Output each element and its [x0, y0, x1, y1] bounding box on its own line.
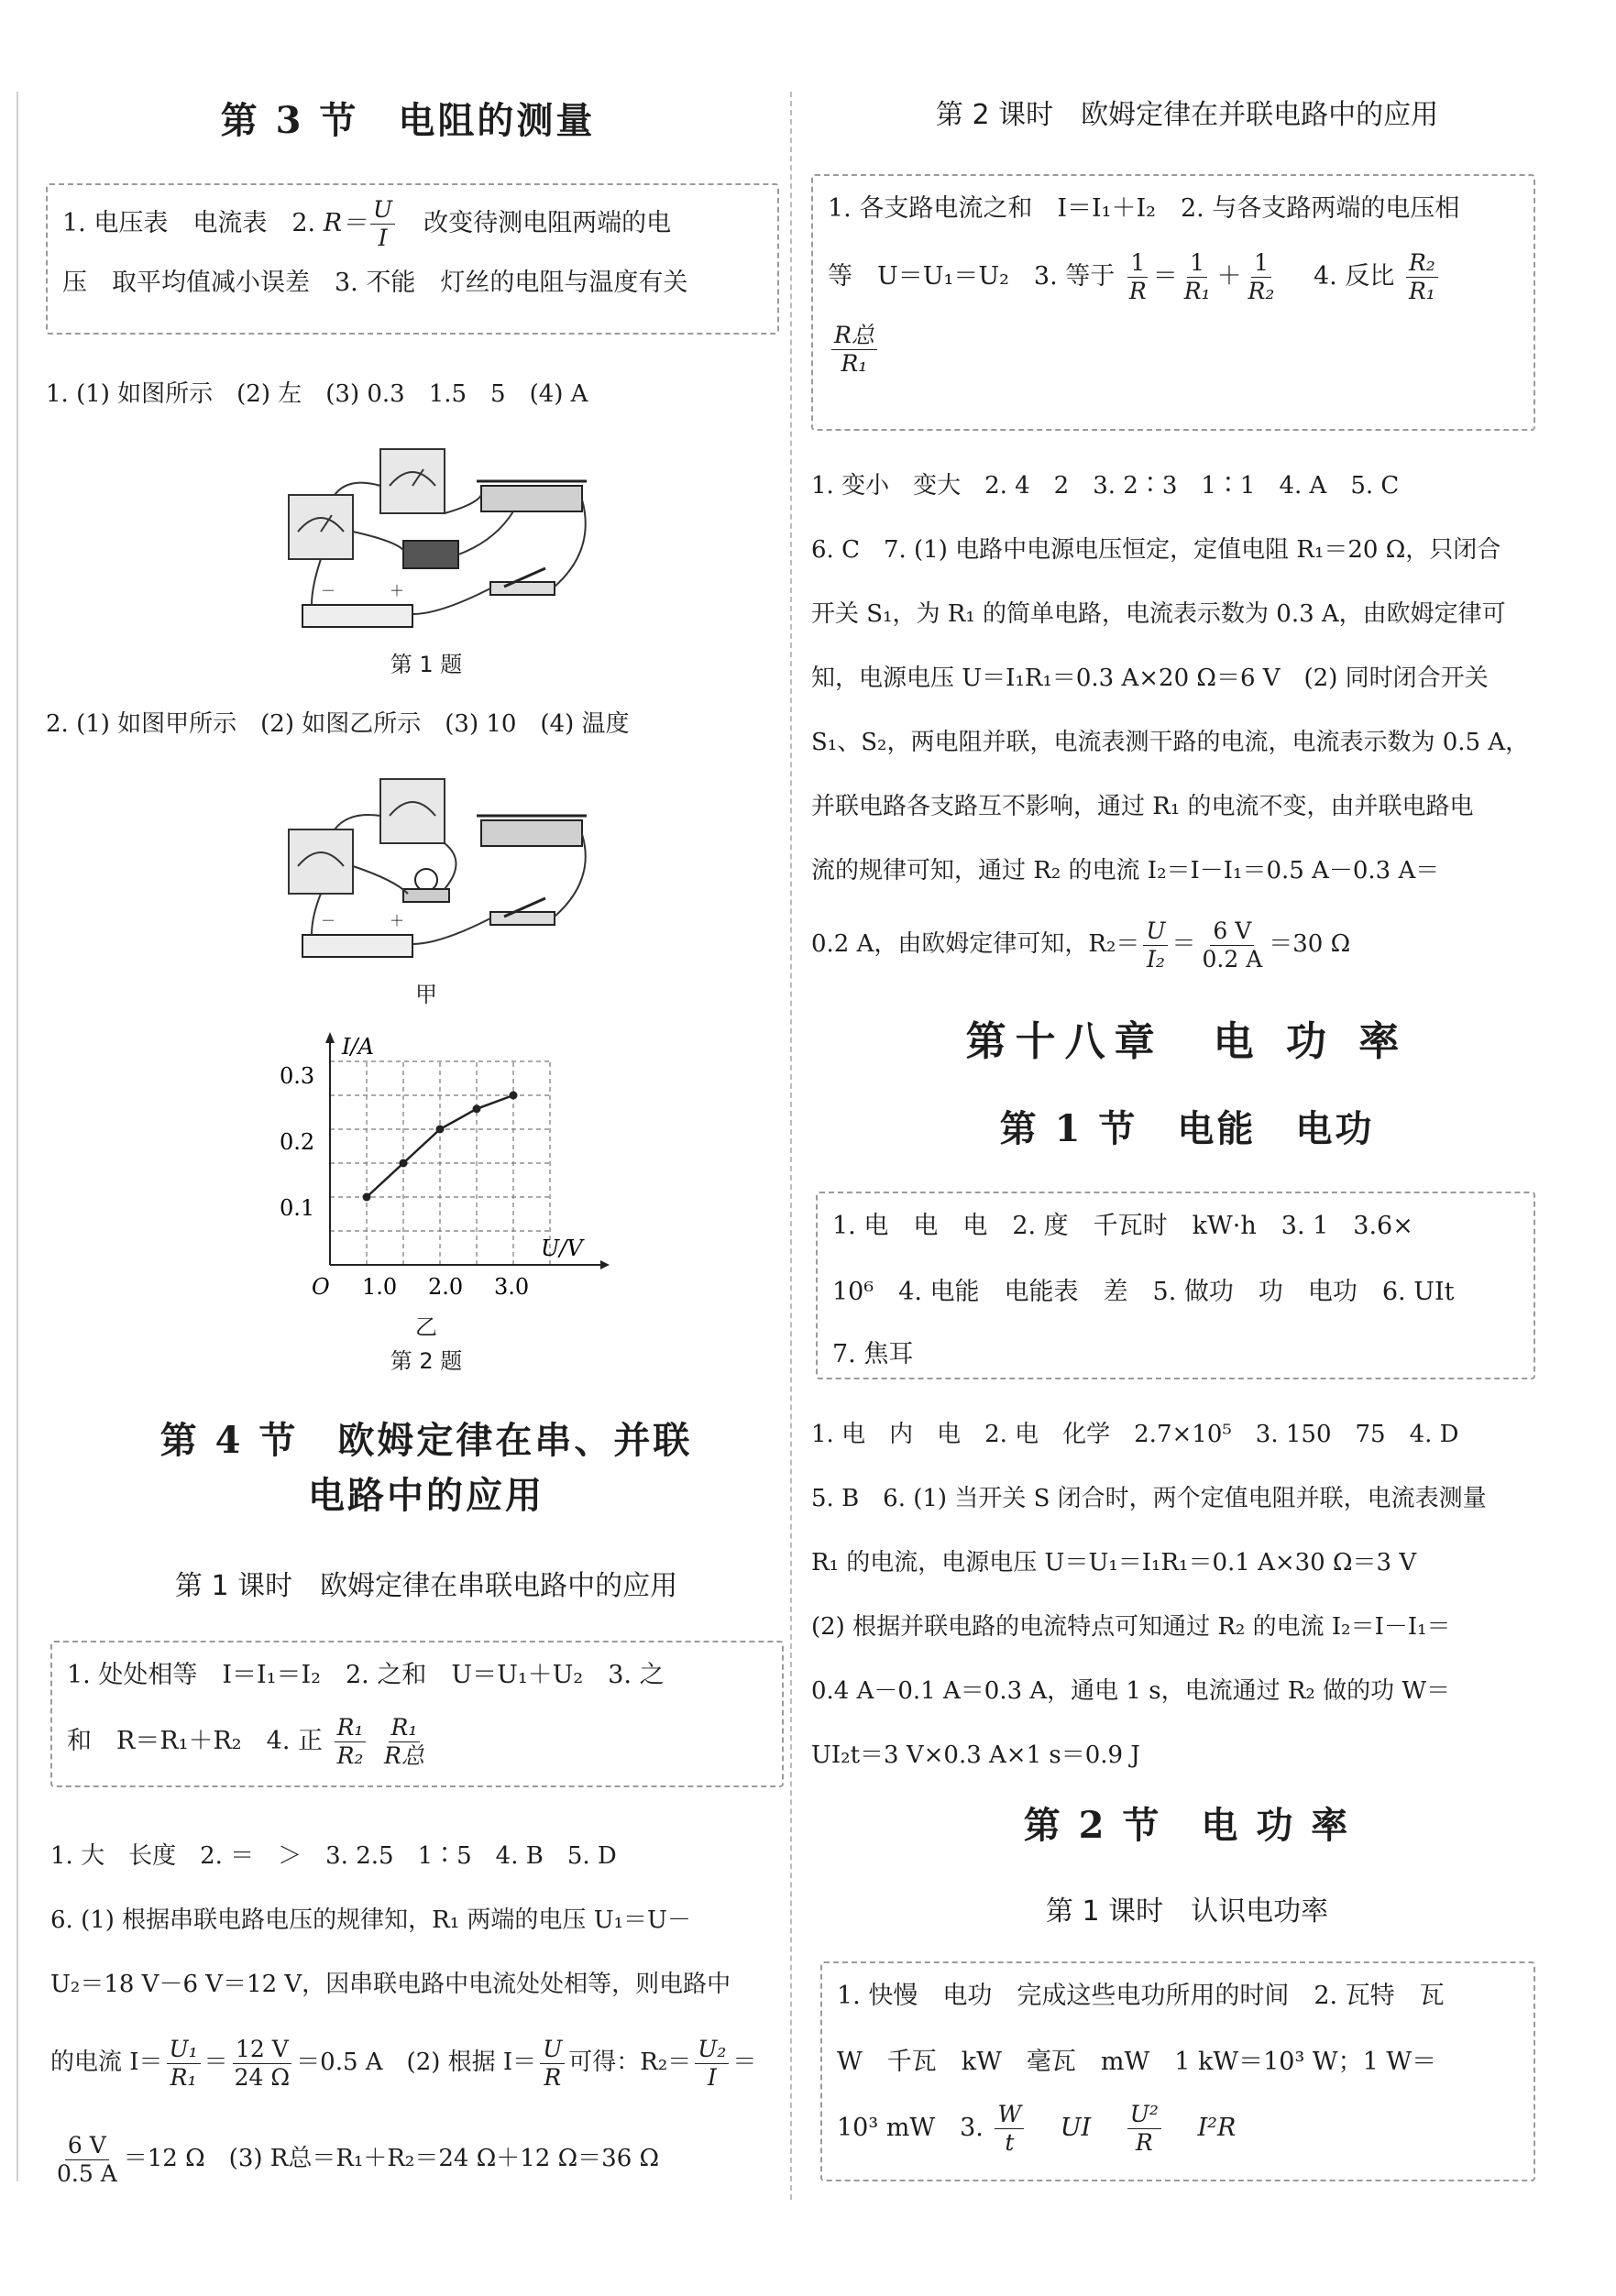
summary-line: 1. 各支路电流之和 I＝I₁＋I₂ 2. 与各支路两端的电压相 [828, 194, 1460, 223]
summary-line: 1. 电压表 电流表 2. R＝ $\frac{U}{I}$ 改变待测电阻两端的电 [62, 196, 672, 251]
y-axis-arrow [325, 1032, 335, 1043]
summary-box-4 [50, 1641, 784, 1787]
section-1-title: 第 1 节 电能 电功 [999, 1107, 1375, 1150]
voltmeter-icon [380, 779, 445, 843]
answer-7-line: 知，电源电压 U＝I₁R₁＝0.3 A×20 Ω＝6 V (2) 同时闭合开关 [811, 665, 1489, 692]
iu-graph [243, 1027, 610, 1302]
answer-1-5: 1. 变小 变大 2. 4 2 3. 2∶3 1∶1 4. A 5. C [811, 472, 1400, 500]
figure-2-caption: 第 2 题 [390, 1348, 463, 1374]
bulb-icon [403, 869, 449, 902]
circuit-figure-1 [257, 431, 605, 642]
x-tick-label: 2.0 [428, 1274, 464, 1300]
summary-line: 10⁶ 4. 电能 电能表 差 5. 做功 功 电功 6. UIt [832, 1278, 1455, 1306]
data-point [473, 1104, 481, 1113]
switch-icon [490, 898, 555, 925]
answer-6-line: 5. B 6. (1) 当开关 S 闭合时，两个定值电阻并联，电流表测量 [811, 1485, 1487, 1512]
chapter-18-title: 第十八章 电 功 率 [965, 1018, 1409, 1065]
data-point [363, 1193, 371, 1202]
answer-6-line: UI₂t＝3 V×0.3 A×1 s＝0.9 J [811, 1741, 1140, 1769]
circuit-figure-2-jia [257, 761, 605, 972]
answer-q1: 1. (1) 如图所示 (2) 左 (3) 0.3 1.5 5 (4) A [46, 380, 588, 408]
x-tick-label: 1.0 [362, 1274, 398, 1300]
answer-7-line: S₁、S₂，两电阻并联，电流表测干路的电流，电流表示数为 0.5 A， [811, 729, 1530, 756]
summary-line: 7. 焦耳 [832, 1340, 914, 1368]
summary-line: 1. 快慢 电功 完成这些电功所用的时间 2. 瓦特 瓦 [837, 1982, 1445, 2010]
summary-line: 等 U＝U₁＝U₂ 3. 等于 $\frac{1}{R}$ ＝ $\frac{1}{\text{R₁}}$ ＋ $\frac{1}{\text{R₂}}$ 4. 反比 $\frac{\text{R₂}}{\text{R₁}}$ [828, 249, 1519, 305]
y-tick-label: 0.3 [280, 1063, 315, 1089]
voltmeter-icon [380, 449, 445, 513]
section-2-title: 第 2 节 电 功 率 [1023, 1804, 1351, 1847]
lesson-2-title: 第 2 课时 欧姆定律在并联电路中的应用 [935, 99, 1439, 131]
svg-text:＋: ＋ [390, 912, 405, 929]
answer-7-line: 并联电路各支路互不影响，通过 R₁ 的电流不变，由并联电路电 [811, 793, 1474, 820]
answer-6-line: (2) 根据并联电路的电流特点可知通过 R₂ 的电流 I₂＝I－I₁＝ [811, 1613, 1451, 1641]
answer-7-line: 0.2 A，由欧姆定律可知，R₂＝ $\frac{U}{\text{I₂}}$ ＝ $\frac{6 V}{0.2 A}$ ＝30 Ω [811, 917, 1351, 972]
svg-text:＋: ＋ [390, 582, 405, 599]
y-tick-label: 0.2 [280, 1129, 315, 1155]
section-4-title-line1: 第 4 节 欧姆定律在串、并联 [159, 1419, 693, 1462]
x-axis-arrow [600, 1260, 610, 1269]
answer-1-5: 1. 大 长度 2. ＝ ＞ 3. 2.5 1∶5 4. B 5. D [50, 1842, 617, 1870]
summary-line: $\frac{\text{R总}}{\text{R₁}}$ [828, 322, 1519, 378]
section-3-title: 第 3 节 电阻的测量 [220, 99, 596, 142]
y-tick-label: 0.1 [280, 1195, 315, 1221]
answer-6-line: $\frac{6 V}{0.5 A}$ ＝12 Ω (3) R总＝R₁＋R₂＝24 Ω＋12 Ω＝36 Ω [57, 2131, 660, 2187]
column-divider [790, 92, 792, 2200]
rheostat-icon [477, 816, 587, 846]
svg-text:－: － [321, 582, 336, 599]
page-edge-line [16, 92, 18, 2181]
ammeter-icon [289, 495, 353, 559]
summary-line: 和 R＝R₁＋R₂ 4. 正 $\frac{\text{R₁}}{\text{R₂}}$ $\frac{\text{R₁}}{\text{R总}}$ [67, 1714, 424, 1769]
summary-line: 1. 处处相等 I＝I₁＝I₂ 2. 之和 U＝U₁＋U₂ 3. 之 [67, 1661, 665, 1689]
answer-6-line: 6. (1) 根据串联电路电压的规律知，R₁ 两端的电压 U₁＝U－ [50, 1906, 691, 1934]
answer-1-4: 1. 电 内 电 2. 电 化学 2.7×10⁵ 3. 150 75 4. D [811, 1421, 1459, 1448]
resistor-icon [403, 541, 458, 568]
x-axis-label: U/V [541, 1236, 583, 1261]
rheostat-icon [477, 481, 587, 511]
summary-box-5 [811, 174, 1535, 431]
summary-line: 1. 电 电 电 2. 度 千瓦时 kW·h 3. 1 3.6× [832, 1212, 1413, 1240]
data-point [400, 1159, 408, 1168]
answer-6-line: 0.4 A－0.1 A＝0.3 A，通电 1 s，电流通过 R₂ 做的功 W＝ [811, 1677, 1451, 1705]
figure-1-caption: 第 1 题 [390, 652, 463, 677]
summary-line: 压 取平均值减小误差 3. 不能 灯丝的电阻与温度有关 [62, 269, 688, 297]
answer-6-line: U₂＝18 V－6 V＝12 V，因串联电路中电流处处相等，则电路中 [50, 1971, 731, 1998]
fraction-U-over-I: $\frac{U}{I}$ [370, 196, 395, 252]
origin-label: O [312, 1274, 330, 1300]
answer-7-line: 开关 S₁，为 R₁ 的简单电路，电流表示数为 0.3 A，由欧姆定律可 [811, 600, 1506, 628]
answer-6-line: 的电流 I＝ $\frac{\text{U₁}}{\text{R₁}}$ ＝ $\frac{12 V}{24 \Omega}$ ＝0.5 A (2) 根据 I＝ $\frac{U}{R}$ 可得：R₂＝ $\frac{\text{U₂}}{I}$ ＝ [50, 2035, 757, 2091]
svg-text:－: － [321, 912, 336, 929]
lesson-1-title: 第 1 课时 欧姆定律在串联电路中的应用 [174, 1570, 678, 1602]
lesson-1-power-title: 第 1 课时 认识电功率 [1045, 1895, 1329, 1928]
summary-box-6 [816, 1192, 1535, 1379]
figure-yi-label: 乙 [415, 1314, 437, 1340]
answer-q2: 2. (1) 如图甲所示 (2) 如图乙所示 (3) 10 (4) 温度 [46, 710, 630, 738]
battery-icon [302, 912, 412, 957]
summary-line: 10³ mW 3. $\frac{W}{t}$ UI $\frac{\text{U²}}{R}$ I²R [837, 2101, 1237, 2156]
y-axis-label: I/A [342, 1034, 374, 1060]
summary-line: W 千瓦 kW 毫瓦 mW 1 kW＝10³ W；1 W＝ [837, 2048, 1437, 2076]
battery-icon [302, 582, 412, 627]
ammeter-icon [289, 829, 353, 894]
figure-jia-label: 甲 [415, 982, 437, 1007]
summary-box-7 [820, 1961, 1535, 2181]
answer-6-line: R₁ 的电流，电源电压 U＝U₁＝I₁R₁＝0.1 A×30 Ω＝3 V [811, 1549, 1417, 1576]
switch-icon [490, 568, 555, 595]
summary-box-3 [46, 183, 779, 335]
section-4-title-line2: 电路中的应用 [308, 1474, 544, 1517]
answer-7-line: 流的规律可知，通过 R₂ 的电流 I₂＝I－I₁＝0.5 A－0.3 A＝ [811, 857, 1440, 884]
data-point [436, 1126, 445, 1134]
data-point [510, 1092, 518, 1100]
x-tick-label: 3.0 [494, 1274, 530, 1300]
graph-grid [330, 1061, 550, 1265]
answer-7-line: 6. C 7. (1) 电路中电源电压恒定，定值电阻 R₁＝20 Ω，只闭合 [811, 536, 1501, 564]
